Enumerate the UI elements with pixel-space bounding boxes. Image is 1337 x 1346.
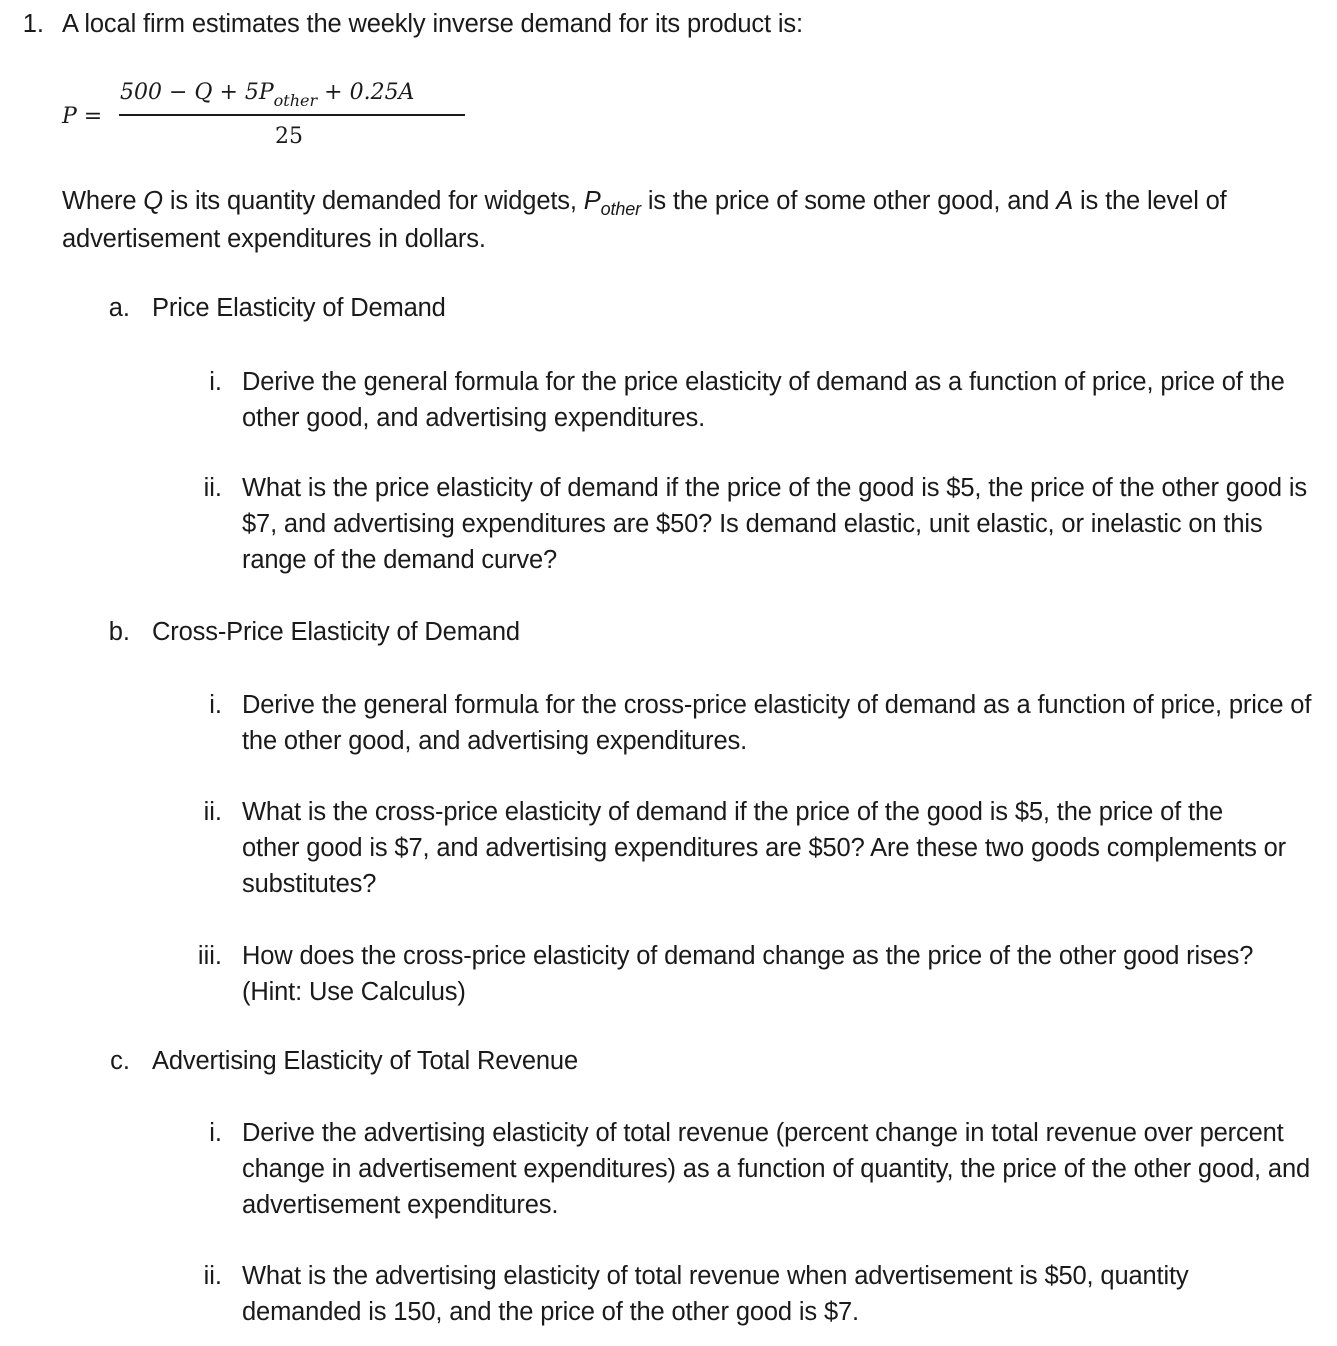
section-b-item-2-text: What is the cross-price elasticity of demand if the price of the good is $5, the price of the other good is $7, and advertising expenditures are $50? Are these two goods complements or substitutes? <box>242 798 1286 898</box>
equation-denominator: 25 <box>275 124 303 149</box>
variable-definitions <box>62 183 1312 257</box>
equation-numerator-sub: other <box>273 91 318 110</box>
section-c-title: Advertising Elasticity of Total Revenue <box>152 1047 578 1075</box>
section-c-marker: c. <box>110 1047 130 1075</box>
variable-q: Q <box>143 187 163 215</box>
equation-numerator-a: 500 − Q + 5P <box>120 80 274 105</box>
section-c-item-1-text: Derive the advertising elasticity of total revenue (percent change in total revenue over percent change in advertisement expenditures) as a function of quantity, the price of the other good, and advertisement expenditures. <box>242 1119 1311 1219</box>
equation-numerator-b: + 0.25A <box>317 80 415 105</box>
section-b-marker: b. <box>108 618 130 646</box>
section-c-item-1-marker: i. <box>209 1119 222 1147</box>
equation-lhs: P = <box>62 104 103 129</box>
fraction-bar <box>119 114 465 116</box>
inverse-demand-equation <box>62 78 482 158</box>
section-b-item-1-text: Derive the general formula for the cross-price elasticity of demand as a function of price, price of the other good, and advertising expenditures. <box>242 691 1312 755</box>
definition-text-1: Where <box>62 187 144 215</box>
section-a-title: Price Elasticity of Demand <box>152 294 446 322</box>
problem-number: 1. <box>22 10 44 38</box>
definition-text-3: is the price of some other good, and <box>640 187 1057 215</box>
variable-a: A <box>1056 187 1074 215</box>
section-a-marker: a. <box>108 294 130 322</box>
section-b-item-3-marker: iii. <box>197 942 222 970</box>
section-a-item-2-marker: ii. <box>203 474 222 502</box>
section-c-item-2-marker: ii. <box>203 1262 222 1290</box>
problem-intro: A local firm estimates the weekly inverse demand for its product is: <box>62 10 803 38</box>
definition-text-4: is the level of advertisement expenditures in dollars. <box>62 187 1227 253</box>
section-b-title: Cross-Price Elasticity of Demand <box>152 618 520 646</box>
section-b-item-2-marker: ii. <box>203 798 222 826</box>
section-a-item-1-text: Derive the general formula for the price elasticity of demand as a function of price, price of the other good, and advertising expenditures. <box>242 368 1285 432</box>
section-c-item-2-text: What is the advertising elasticity of total revenue when advertisement is $50, quantity demanded is 150, and the price of the other good is $7. <box>242 1262 1189 1326</box>
definition-text-2: is its quantity demanded for widgets, <box>162 187 584 215</box>
section-b-item-3-text: How does the cross-price elasticity of demand change as the price of the other good rises? (Hint: Use Calculus) <box>242 942 1254 1006</box>
equation-numerator <box>120 78 414 109</box>
section-a-item-2-text: What is the price elasticity of demand if the price of the good is $5, the price of the other good is $7, and advertising expenditures are $50? Is demand elastic, unit elastic, or inelastic on this range of the demand curve? <box>242 474 1307 574</box>
variable-p: P <box>583 187 601 215</box>
section-b-item-1-marker: i. <box>209 691 222 719</box>
variable-p-subscript: other <box>600 199 641 219</box>
section-a-item-1-marker: i. <box>209 368 222 396</box>
